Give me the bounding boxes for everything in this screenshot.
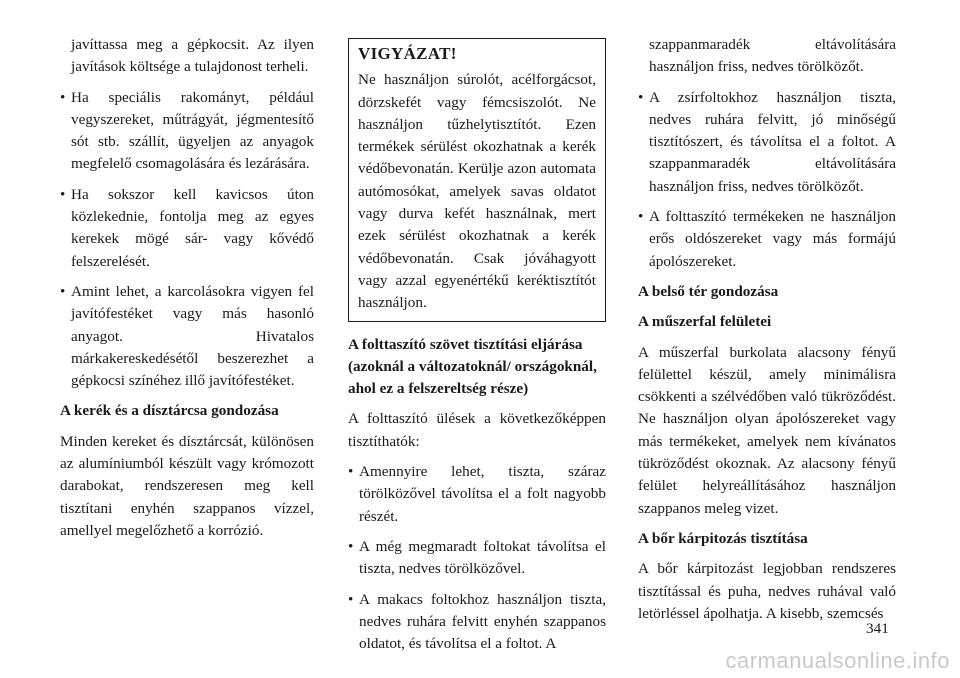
page-number: 341 bbox=[866, 620, 889, 637]
section-heading-dashboard: A műszerfal felületei bbox=[638, 313, 772, 331]
column-middle bbox=[348, 34, 606, 663]
paragraph: A folttaszító ülések a következőképpen tisztíthatók: bbox=[348, 410, 606, 450]
column-left bbox=[60, 34, 314, 550]
section-heading-leather: A bőr kárpitozás tisztítása bbox=[638, 529, 808, 547]
paragraph: A bőr kárpitozást legjobban rendszeres tisztítással és puha, nedves ruhával való letörléssel ápolhatja. A kisebb, szemcsés bbox=[638, 560, 896, 622]
section-heading-fabric: A folttaszító szövet tisztítási eljárása (azoknál a változatoknál/ országoknál, ahol ez a felszereltség része) bbox=[348, 335, 597, 398]
warning-box bbox=[348, 38, 606, 322]
section-heading-interior: A belső tér gondozása bbox=[638, 282, 779, 300]
list-item: • Ha speciális rakományt, például vegyszereket, műtrágyát, jégmentesítő sót stb. szállít, ügyeljen az anyagok megfelelő csomagolására és lezárására. bbox=[60, 87, 314, 176]
list-item: • A zsírfoltokhoz használjon tiszta, nedves ruhára felvitt, jó minőségű tisztítószert, és távolítsa el a foltot. A szappanmaradék eltávolítására használjon friss, nedves törölközőt. bbox=[638, 87, 896, 198]
continued-text: szappanmaradék eltávolítására használjon friss, nedves törölközőt. bbox=[649, 36, 896, 76]
list-item: • Amint lehet, a karcolásokra vigyen fel javítófestéket vagy más hasonló anyagot. Hivatalos márkakereskedésétől beszerezhet a gépkocsi színéhez illő javítófestéket. bbox=[60, 281, 314, 392]
list-item: • Ha sokszor kell kavicsos úton közlekednie, fontolja meg az egyes kerekek mögé sár- vagy kővédő felszerelését. bbox=[60, 184, 314, 273]
list-item: • A makacs foltokhoz használjon tiszta, nedves ruhára felvitt enyhén szappanos oldatot, és távolítsa el a foltot. A bbox=[348, 589, 606, 656]
warning-text: Ne használjon súrolót, acélforgácsot, dörzskefét vagy fémcsiszolót. Ne használjon tűzhelytisztítót. Ezen termékek sérülést okozhatnak a kerék védőbevonatán. Kerülje azon automata autómosókat, amelyek savas oldatot vagy durva kefét használnak, mert ezek sérülést okozhatnak a kerék védőbevonatán. Csak jóváhagyott vagy azzal egyenértékű keréktisztítót használjon. bbox=[358, 71, 596, 312]
paragraph: A műszerfal burkolata alacsony fényű felülettel készül, amely minimálisra csökkenti a szélvédőben való tükröződést. Ne használjon olyan ápolószereket vagy más termékeket, amelyek nem kívánatos tükröződést okoznak. Az alacsony fényű felület helyreállításához használjon szappanos meleg vizet. bbox=[638, 343, 896, 517]
list-item: • Amennyire lehet, tiszta, száraz törölközővel távolítsa el a folt nagyobb részét. bbox=[348, 461, 606, 528]
warning-title: VIGYÁZAT! bbox=[358, 44, 457, 63]
paragraph: Minden kereket és dísztárcsát, különösen az alumíniumból készült vagy krómozott darabokat, rendszeresen meg kell tisztítani enyhén szappanos vízzel, amellyel megelőzhető a korrózió. bbox=[60, 432, 314, 539]
list-item: • A még megmaradt foltokat távolítsa el tiszta, nedves törölközővel. bbox=[348, 536, 606, 581]
section-heading-wheels: A kerék és a dísztárcsa gondozása bbox=[60, 402, 279, 420]
list-item: • A folttaszító termékeken ne használjon erős oldószereket vagy más formájú ápolószereket. bbox=[638, 206, 896, 273]
continued-text: javíttassa meg a gépkocsit. Az ilyen javítások költsége a tulajdonost terheli. bbox=[71, 36, 314, 76]
watermark: carmanualsonline.info bbox=[725, 648, 950, 673]
column-right bbox=[638, 34, 896, 633]
